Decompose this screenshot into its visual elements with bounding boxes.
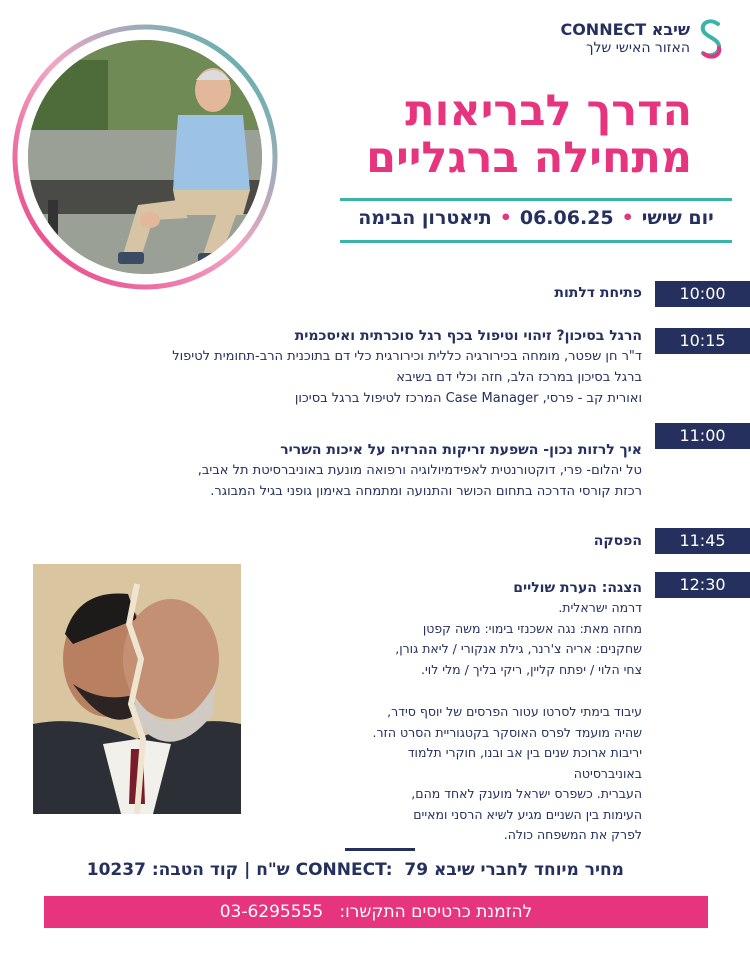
cta-label: להזמנת כרטיסים התקשרו: [339, 902, 533, 922]
brand-name: שיבא CONNECT [560, 20, 690, 39]
title-line-1: הדרך לבריאות [405, 86, 692, 136]
agenda-item-line: ד"ר חן שפטר, מומחה בכירורגיה כללית וכירורגית כלי דם בתוכנית הרב-תחומית לטיפול [172, 349, 642, 364]
ticket-order-banner [44, 896, 708, 928]
show-line: מחזה מאת: נגה אשכנזי בימוי: משה קפטן [422, 620, 642, 636]
cta-phone[interactable]: 03-6295555 [219, 902, 324, 922]
show-title: הצגה: הערת שוליים [513, 580, 642, 596]
agenda-item-title: איך לרזות נכון- השפעת זריקות ההרזיה על איכות השריר [280, 442, 642, 458]
play-poster-image [33, 564, 241, 814]
title-line-2: מתחילה ברגליים [366, 133, 692, 183]
agenda-time: 11:00 [655, 423, 750, 449]
bullet-dot: • [499, 207, 512, 229]
show-line: שחקנים: אריה צ'רנר, גילת אנקורי / ליאת גורן, [395, 641, 642, 656]
agenda-time: 10:00 [655, 281, 750, 307]
agenda-time: 11:45 [655, 528, 750, 554]
agenda-item-line: ברגל בסיכון במרכז הלב, חזה וכלי דם בשיבא [396, 370, 642, 385]
show-desc-line: העימות בין השניים מגיע לשיא הרסני ומאיים [413, 806, 642, 822]
event-date: 06.06.25 [519, 207, 614, 229]
hero-photo-frame [10, 22, 280, 292]
coupon-label: קוד הטבה: [151, 860, 239, 880]
agenda-time: 12:30 [655, 572, 750, 598]
agenda-item [82, 531, 642, 551]
show-description [342, 578, 642, 846]
bullet-dot: • [621, 207, 634, 229]
hero-photo-man-on-bench [28, 40, 262, 274]
event-venue: תיאטרון הבימה [358, 207, 492, 229]
show-desc-line: לפרק את המשפחה כולה. [503, 827, 642, 842]
pricing-line [64, 860, 624, 880]
agenda-item-title: הפסקה [593, 533, 642, 549]
agenda-time: 10:15 [655, 328, 750, 354]
agenda-item [82, 326, 642, 409]
coupon-code: 10237 [86, 860, 146, 880]
agenda-item-line: טל יהלום- פרי, דוקטורנטית לאפידמיולוגיה ורפואה מונעת באוניברסיטת תל אביב, [197, 463, 642, 478]
pricing-label: מחיר מיוחד לחברי שיבא CONNECT: [295, 860, 624, 880]
page-title [272, 88, 692, 182]
show-desc-line: עיבוד בימתי לסרטו עטור הפרסים של יוסף סידר, [387, 704, 642, 719]
pricing-separator: | [244, 860, 251, 880]
brand-logo [554, 18, 724, 62]
agenda-item [82, 440, 642, 502]
agenda-item-title: פתיחת דלתות [554, 285, 642, 301]
agenda-item [82, 283, 642, 303]
show-desc-line: שהיה מועמד לפרס האוסקר בקטגוריית הסרט הזר. [372, 724, 642, 740]
show-desc-line: יריבות ארוכת שנים בין אב ובנו, חוקרי תלמוד באוניברסיטה [407, 745, 642, 781]
show-line: דרמה ישראלית. [558, 600, 642, 615]
show-line: צחי הלוי / יפתח קליין, ריקי בליך / מלי לוי. [421, 661, 642, 677]
short-divider [345, 848, 415, 851]
agenda-item-line: רכזת קורסי הדרכה בתחום הכושר והתנועה ומתמחה באימון גופני בגיל המבוגר. [210, 484, 642, 499]
event-details [340, 207, 732, 229]
event-day: יום שישי [641, 207, 714, 229]
show-desc-line: העברית. כשפרס ישראל מוענק לאחד מהם, [411, 786, 642, 801]
brand-tagline: האזור האישי שלך [585, 40, 690, 56]
pricing-price: 79 ש"ח [256, 860, 429, 880]
divider-top [340, 198, 732, 201]
agenda-item-title: הרגל בסיכון? זיהוי וטיפול בכף רגל סוכרתית ואיסכמית [294, 328, 642, 344]
agenda-item-line: ואורית קב - פרסי, Case Manager המרכז לטיפול ברגל בסיכון [294, 391, 642, 406]
connect-logo-icon [698, 18, 724, 60]
divider-bottom [340, 240, 732, 243]
